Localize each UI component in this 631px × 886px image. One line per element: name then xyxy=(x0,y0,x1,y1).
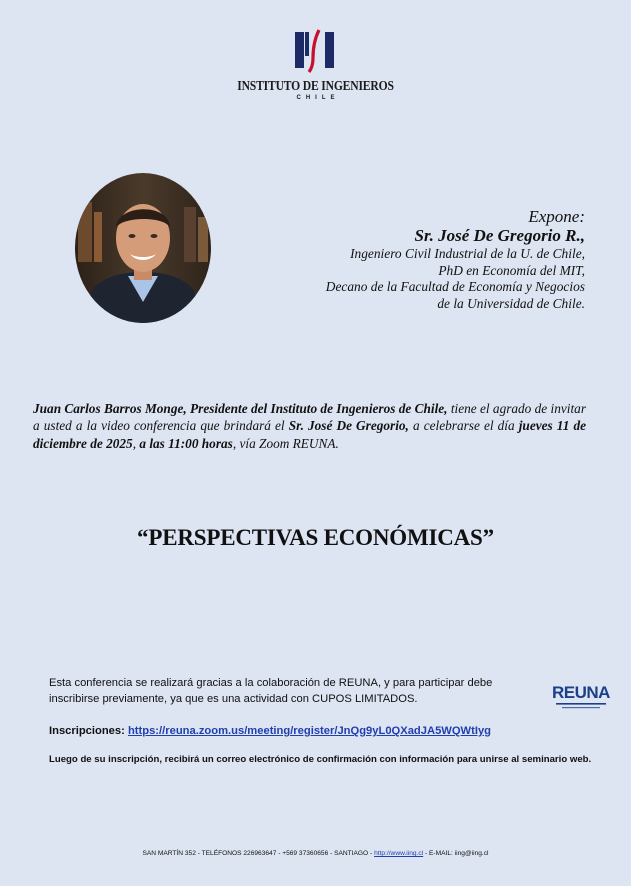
footer-web-link[interactable]: http://www.iing.cl xyxy=(374,850,424,857)
invitation-speaker: Sr. José De Gregorio, xyxy=(288,418,409,434)
collaboration-text: Esta conferencia se realizará gracias a la colaboración de REUNA, y para participar debe inscribirse previamente, ya que es una actividad con CUPOS LIMITADOS. xyxy=(49,677,493,705)
footer-email: - E-MAIL: iing@iing.cl xyxy=(423,850,489,857)
speaker-credential: Decano de la Facultad de Economía y Negocios xyxy=(325,279,585,294)
signup-label: Inscripciones: xyxy=(49,725,125,737)
signup-line xyxy=(49,723,609,739)
invitation-date: jueves 11 de diciembre de 2025 xyxy=(33,418,587,451)
speaker-credential: de la Universidad de Chile. xyxy=(437,295,585,311)
invitation-president: Juan Carlos Barros Monge, Presidente del Instituto de Ingenieros de Chile, xyxy=(33,401,448,416)
speaker-credential: Ingeniero Civil Industrial de la U. de Chile, xyxy=(350,246,585,261)
institute-name: INSTITUTO DE INGENIEROS xyxy=(237,78,394,93)
speaker-name: Sr. José De Gregorio R., xyxy=(414,226,585,245)
talk-title: “PERSPECTIVAS ECONÓMICAS” xyxy=(137,525,494,550)
reuna-logo-text: REUNA xyxy=(552,683,610,702)
invitation-text: , vía Zoom REUNA. xyxy=(232,435,339,451)
footer xyxy=(0,850,631,857)
institute-logo-icon xyxy=(291,28,341,74)
footer-address: SAN MARTÍN 352 - TELÉFONOS 226963647 - +569 37360656 - SANTIAGO - xyxy=(142,850,375,857)
speaker-credential: PhD en Economía del MIT, xyxy=(438,262,585,278)
institute-logo xyxy=(0,28,631,101)
invitation-text: , xyxy=(132,435,140,451)
speaker-block xyxy=(245,207,585,312)
invitation-text: tiene el agrado de invitar a usted a la video conferencia que brindará el xyxy=(33,401,586,434)
speaker-portrait xyxy=(74,172,212,324)
invitation-text: a celebrarse el día xyxy=(408,418,519,434)
invitation-time: a las 11:00 horas xyxy=(139,435,233,451)
signup-link[interactable]: https://reuna.zoom.us/meeting/register/JnQg9yL0QXadJA5WQWtIyg xyxy=(127,725,491,737)
reuna-logo xyxy=(546,678,616,712)
institute-country: CHILE xyxy=(296,95,340,101)
followup-note: Luego de su inscripción, recibirá un correo electrónico de confirmación con información para unirse al seminario web. xyxy=(49,754,592,765)
invitation-paragraph xyxy=(33,400,586,452)
speaker-intro: Expone: xyxy=(528,207,585,226)
